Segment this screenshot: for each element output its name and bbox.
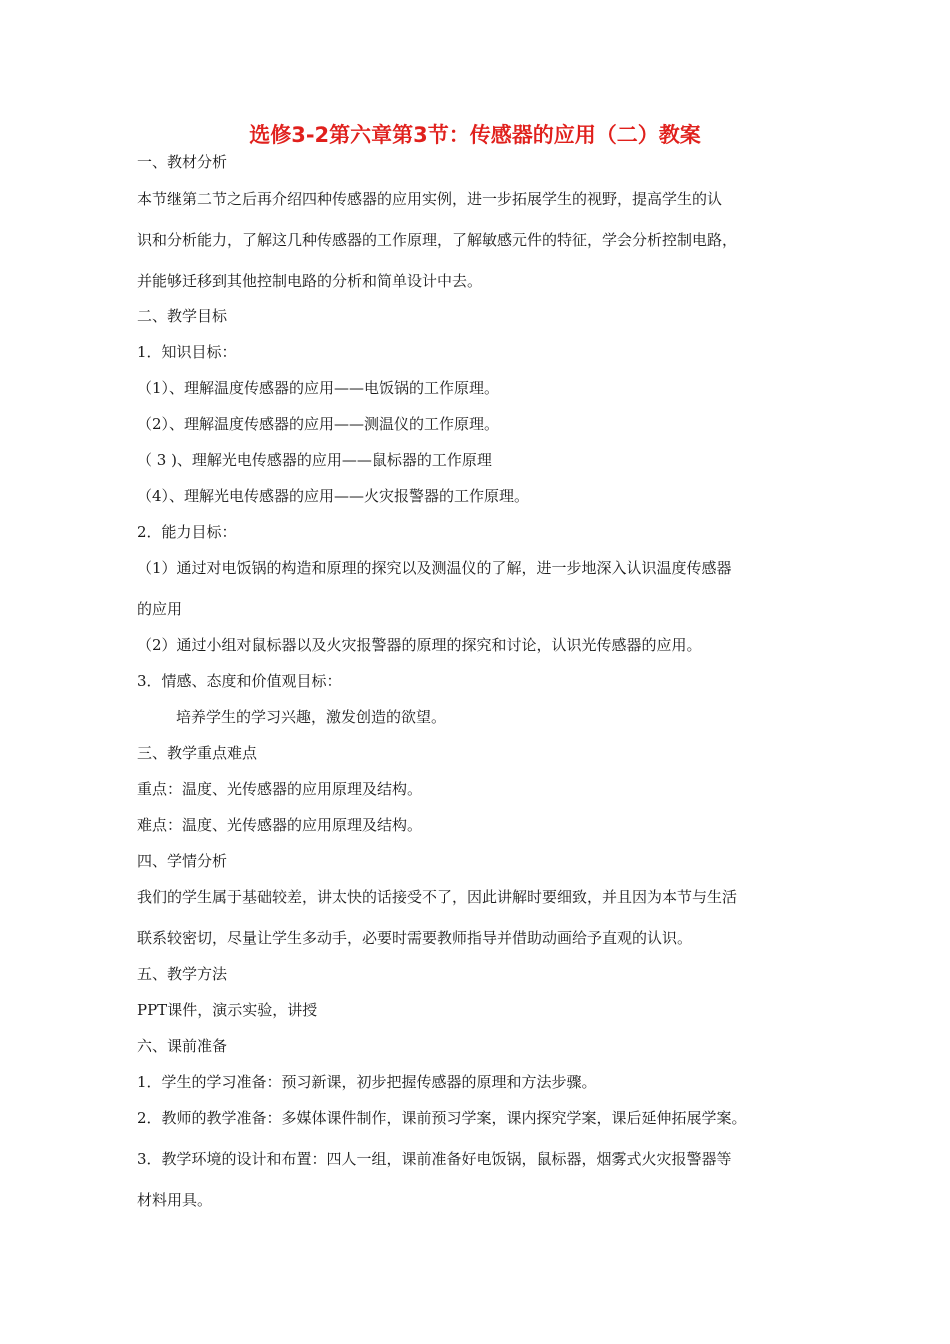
subheading-ability-goals: 2．能力目标： xyxy=(137,523,237,541)
paragraph-line: 识和分析能力，了解这几种传感器的工作原理，了解敏感元件的特征，学会分析控制电路， xyxy=(137,231,738,249)
section-heading-teaching-methods: 五、教学方法 xyxy=(137,965,228,983)
list-item: （4）、理解光电传感器的应用——火灾报警器的工作原理。 xyxy=(137,487,530,505)
section-heading-teaching-goals: 二、教学目标 xyxy=(137,307,228,325)
subheading-knowledge-goals: 1．知识目标： xyxy=(137,343,237,361)
difficulty-line: 难点：温度、光传感器的应用原理及结构。 xyxy=(137,816,423,834)
section-heading-preparation: 六、课前准备 xyxy=(137,1037,228,1055)
list-item: （1）通过对电饭锅的构造和原理的探究以及测温仪的了解，进一步地深入认识温度传感器 xyxy=(137,559,732,577)
paragraph-line: PPT课件，演示实验，讲授 xyxy=(137,1001,318,1019)
list-item-continuation: 的应用 xyxy=(137,600,183,618)
section-heading-student-analysis: 四、学情分析 xyxy=(137,852,228,870)
list-item: （1）、理解温度传感器的应用——电饭锅的工作原理。 xyxy=(137,379,500,397)
paragraph-line: 我们的学生属于基础较差，讲太快的话接受不了，因此讲解时要细致，并且因为本节与生活 xyxy=(137,888,738,906)
list-item-continuation: 材料用具。 xyxy=(137,1191,213,1209)
subheading-emotion-goals: 3．情感、态度和价值观目标： xyxy=(137,672,342,690)
list-item: 2．教师的教学准备：多媒体课件制作，课前预习学案，课内探究学案，课后延伸拓展学案。 xyxy=(137,1109,747,1127)
list-item: （2）、理解温度传感器的应用——测温仪的工作原理。 xyxy=(137,415,500,433)
list-item: （ 3 )、理解光电传感器的应用——鼠标器的工作原理 xyxy=(137,451,492,469)
list-item: 3．教学环境的设计和布置：四人一组，课前准备好电饭锅，鼠标器，烟雾式火灾报警器等 xyxy=(137,1150,732,1168)
section-heading-textbook-analysis: 一、教材分析 xyxy=(137,153,228,171)
key-point-line: 重点：温度、光传感器的应用原理及结构。 xyxy=(137,780,423,798)
list-item: 1．学生的学习准备：预习新课，初步把握传感器的原理和方法步骤。 xyxy=(137,1073,597,1091)
document-title: 选修3-2第六章第3节：传感器的应用（二）教案 xyxy=(249,123,701,147)
paragraph-line: 培养学生的学习兴趣，激发创造的欲望。 xyxy=(176,708,447,726)
list-item: （2）通过小组对鼠标器以及火灾报警器的原理的探究和讨论，认识光传感器的应用。 xyxy=(137,636,702,654)
paragraph-line: 并能够迁移到其他控制电路的分析和简单设计中去。 xyxy=(137,272,483,290)
paragraph-line: 联系较密切，尽量让学生多动手，必要时需要教师指导并借助动画给予直观的认识。 xyxy=(137,929,693,947)
section-heading-key-points: 三、教学重点难点 xyxy=(137,744,258,762)
paragraph-line: 本节继第二节之后再介绍四种传感器的应用实例，进一步拓展学生的视野，提高学生的认 xyxy=(137,190,723,208)
